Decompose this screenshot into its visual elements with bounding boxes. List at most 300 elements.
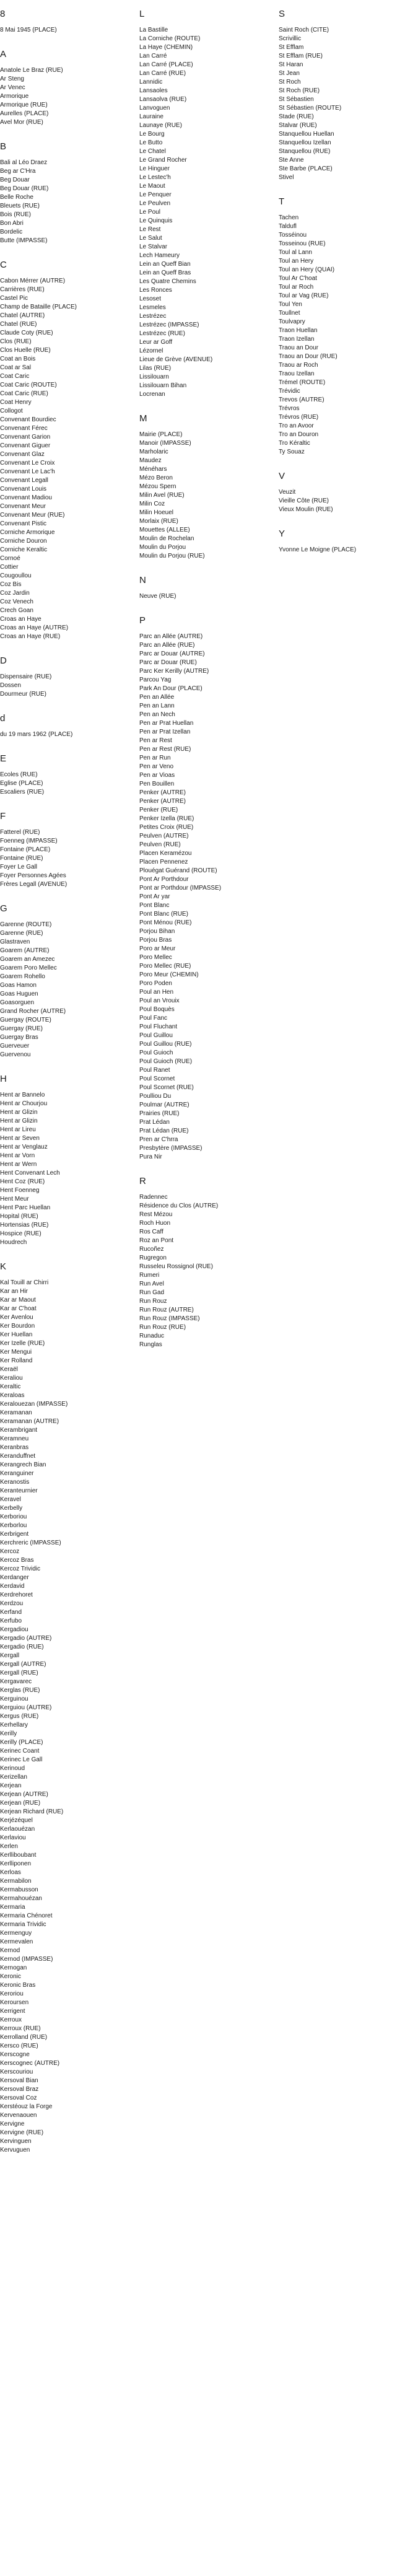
street-name: Yvonne Le Moigne (PLACE) xyxy=(279,546,357,553)
street-name: Pont Ar yar xyxy=(139,893,170,900)
street-name: Milin Coz xyxy=(139,501,165,507)
street-name: Kerinec Coant xyxy=(0,1748,40,1755)
section-letter-heading: V xyxy=(279,471,285,481)
street-name: Le Lestec'h xyxy=(139,174,171,181)
street-name: Parc an Allée (RUE) xyxy=(139,642,195,649)
street-name: Le Maout xyxy=(139,183,165,190)
street-name: Lilas (RUE) xyxy=(139,365,172,372)
street-name: Vieux Moulin (RUE) xyxy=(279,506,333,513)
street-name: Tro Kéraltic xyxy=(279,440,310,447)
street-name: Kercoz xyxy=(0,1548,20,1555)
street-name: Convenant Legall xyxy=(0,477,48,484)
section-letter-heading: G xyxy=(0,903,7,914)
street-name: Kerglas (RUE) xyxy=(0,1687,40,1694)
street-name: Park An Dour (PLACE) xyxy=(139,685,202,692)
street-name: Corniche Douron xyxy=(0,538,47,545)
street-name: Kerinoud xyxy=(0,1765,25,1772)
street-list xyxy=(279,488,406,514)
street-name: Pen an Allée xyxy=(139,694,175,701)
street-name: Bois (RUE) xyxy=(0,211,32,218)
street-name: Kermabusson xyxy=(0,1886,38,1893)
street-name: Poul Scornet xyxy=(139,1076,175,1082)
street-name: Poul Guillou (RUE) xyxy=(139,1041,192,1048)
street-name: Pen ar Prat Izellan xyxy=(139,729,191,735)
street-name: Pont Blanc (RUE) xyxy=(139,911,188,918)
street-name: Kernod (IMPASSE) xyxy=(0,1956,53,1963)
street-name: Tachen xyxy=(279,214,299,221)
street-name: Rucoñez xyxy=(139,1246,164,1253)
street-name: Corniche Keraltic xyxy=(0,546,48,553)
street-name: Toul Ar C'hoat xyxy=(279,275,317,282)
street-name: Hent Meur xyxy=(0,1196,29,1203)
street-name: Kernogan xyxy=(0,1965,27,1971)
street-name: Convenant Pistic xyxy=(0,520,47,527)
street-name: Kerdzou xyxy=(0,1600,24,1607)
street-name: Poulmar (AUTRE) xyxy=(139,1102,189,1108)
street-name: Convenant Meur (RUE) xyxy=(0,512,65,519)
street-name: Croas an Haye (RUE) xyxy=(0,633,61,640)
street-name: Lestrézec xyxy=(139,313,167,320)
street-list xyxy=(0,1091,127,1247)
street-name: Kervigne xyxy=(0,2121,25,2127)
street-name: Coat Caric (RUE) xyxy=(0,390,48,397)
street-name: Kermaria Trividic xyxy=(0,1921,46,1928)
street-name: Pura Nir xyxy=(139,1154,162,1160)
street-name: Goas Hamon xyxy=(0,982,37,989)
section-letter-heading: D xyxy=(0,655,7,666)
street-name: Kerjean (RUE) xyxy=(0,1800,41,1807)
street-name: Kerscognec (AUTRE) xyxy=(0,2060,60,2067)
street-name: Runaduc xyxy=(139,1333,165,1339)
street-name: Milin Hoeuel xyxy=(139,509,174,516)
street-name: Cottier xyxy=(0,564,19,571)
street-name: Le Rest xyxy=(139,226,161,233)
street-name: St Roch xyxy=(279,79,301,85)
street-name: Convenant Le Lac'h xyxy=(0,468,55,475)
street-name: Traon Izellan xyxy=(279,336,315,343)
street-name: Kerizellan xyxy=(0,1774,27,1781)
section-letter-heading: F xyxy=(0,811,6,821)
street-name: Kerrigent xyxy=(0,2008,25,2015)
street-name: Ar Venec xyxy=(0,84,25,91)
street-name: Keraliou xyxy=(0,1375,23,1382)
street-name: Pont Ar Porthdour xyxy=(139,876,189,883)
street-name: Lan Carré (RUE) xyxy=(139,70,186,77)
street-name: Kar an Hir xyxy=(0,1288,28,1295)
street-name: Pen ar Vioas xyxy=(139,772,175,779)
street-name: Poulliou Du xyxy=(139,1093,172,1100)
street-name: Plouégat Guérand (ROUTE) xyxy=(139,867,217,874)
street-name: Ménéhars xyxy=(139,466,167,473)
street-name: Pen an Nech xyxy=(139,711,175,718)
street-name: Coz Bis xyxy=(0,581,22,588)
street-name: Manoir (IMPASSE) xyxy=(139,440,191,447)
street-list xyxy=(0,277,127,641)
street-name: Poul Guillou xyxy=(139,1032,173,1039)
street-name: Kerbelly xyxy=(0,1505,23,1512)
street-name: Lein an Queff Bian xyxy=(139,261,191,268)
street-name: Hent Coz (RUE) xyxy=(0,1178,45,1185)
street-name: Kernod xyxy=(0,1947,20,1954)
street-name: Prat Lédan (RUE) xyxy=(139,1128,189,1134)
street-name: Kergadiou xyxy=(0,1626,28,1633)
street-name: Toul Yen xyxy=(279,301,302,308)
street-name: Peulven (AUTRE) xyxy=(139,833,189,839)
street-name: Lauraine xyxy=(139,113,163,120)
street-name: Bleuets (RUE) xyxy=(0,203,40,209)
street-name: Le Grand Rocher xyxy=(139,157,187,164)
street-name: Penker (AUTRE) xyxy=(139,789,186,796)
section-letter-heading: B xyxy=(0,141,7,152)
street-name: Marholaric xyxy=(139,449,168,455)
street-name: Convenant Férec xyxy=(0,425,48,432)
street-name: Pen Bouillen xyxy=(139,781,175,787)
street-name: Hent ar Glizin xyxy=(0,1118,38,1124)
street-name: Keravel xyxy=(0,1496,21,1503)
street-name: Hent ar Vorn xyxy=(0,1152,35,1159)
street-name: Hortensias (RUE) xyxy=(0,1222,49,1229)
street-name: Lesoset xyxy=(139,296,162,302)
street-name: Stanquellou Huellan xyxy=(279,131,334,138)
street-name: Poul Fanc xyxy=(139,1015,168,1022)
street-name: Kermabilon xyxy=(0,1878,32,1885)
street-name: Hent ar Glizin xyxy=(0,1109,38,1116)
street-name: Poul Guioch xyxy=(139,1049,173,1056)
letter-section xyxy=(0,903,127,1059)
street-name: Hent Parc Huellan xyxy=(0,1204,51,1211)
street-name: Hent ar Bannelo xyxy=(0,1092,45,1098)
section-letter-heading: M xyxy=(139,413,147,424)
street-name: Keraltic xyxy=(0,1383,21,1390)
street-list xyxy=(0,828,127,889)
street-name: Pont ar Porthdour (IMPASSE) xyxy=(139,885,222,892)
street-name: Parc ar Douar (AUTRE) xyxy=(139,651,205,657)
street-name: Poro Poden xyxy=(139,980,172,987)
letter-section xyxy=(279,528,406,554)
street-list xyxy=(139,592,266,601)
street-name: Crech Goan xyxy=(0,607,33,614)
letter-section xyxy=(139,413,266,561)
street-name: St Sébastien (ROUTE) xyxy=(279,105,342,112)
street-name: Penker Izella (RUE) xyxy=(139,815,194,822)
street-name: Coat ar Sal xyxy=(0,364,32,371)
street-list xyxy=(0,921,127,1059)
street-name: Chatel (AUTRE) xyxy=(0,312,45,319)
street-name: Ecoles (RUE) xyxy=(0,771,38,778)
street-name: Champ de Bataille (PLACE) xyxy=(0,304,77,310)
street-name: Guergay (ROUTE) xyxy=(0,1017,51,1023)
street-name: Pen ar Rest xyxy=(139,737,172,744)
street-name: Mézou Spern xyxy=(139,483,176,490)
street-name: Hent Convenant Lech xyxy=(0,1170,60,1176)
street-name: Fontaine (RUE) xyxy=(0,855,43,862)
street-name: Traon Huellan xyxy=(279,327,318,334)
street-name: Milin Avel (RUE) xyxy=(139,492,185,499)
street-name: Porjou Bihan xyxy=(139,928,175,935)
street-name: Garenne (RUE) xyxy=(0,930,43,937)
street-name: Goas Huguen xyxy=(0,991,38,997)
street-name: Bon Abri xyxy=(0,220,24,227)
street-name: Kerbrigent xyxy=(0,1531,29,1538)
street-name: Le Chatel xyxy=(139,148,166,155)
street-name: Le Poul xyxy=(139,209,160,216)
street-name: Kerstéouz la Forge xyxy=(0,2103,53,2110)
street-name: Kergall (AUTRE) xyxy=(0,1661,46,1668)
street-name: Lesmeles xyxy=(139,304,166,311)
street-name: Lan Carré (PLACE) xyxy=(139,61,193,68)
street-name: Butte (IMPASSE) xyxy=(0,237,48,244)
street-name: Kervuguen xyxy=(0,2147,30,2153)
street-name: Lech Hameury xyxy=(139,252,180,259)
street-name: Kerjean Richard (RUE) xyxy=(0,1808,64,1815)
street-name: Goarem an Amezec xyxy=(0,956,55,963)
street-name: Le Salut xyxy=(139,235,162,242)
street-name: La Corniche (ROUTE) xyxy=(139,35,201,42)
street-name: Armorique (RUE) xyxy=(0,102,48,108)
street-name: Bordelic xyxy=(0,229,23,235)
street-name: Belle Roche xyxy=(0,194,33,201)
street-name: Kerfand xyxy=(0,1609,22,1616)
street-name: Kermenguy xyxy=(0,1930,32,1937)
street-name: Kerfubo xyxy=(0,1618,22,1624)
street-name: Hopital (RUE) xyxy=(0,1213,38,1220)
street-name: 8 Mai 1945 (PLACE) xyxy=(0,27,57,33)
street-name: Poul an Hen xyxy=(139,989,174,996)
street-name: Avel Mor (RUE) xyxy=(0,119,43,126)
street-name: Keranostis xyxy=(0,1479,30,1486)
street-name: Convenant Meur xyxy=(0,503,46,510)
street-name: Kermaria Chénoret xyxy=(0,1912,53,1919)
street-name: Kergall xyxy=(0,1652,20,1659)
street-name: Keramneu xyxy=(0,1435,29,1442)
street-name: Toul an Hery (QUAI) xyxy=(279,266,335,273)
street-list xyxy=(279,546,406,554)
street-name: Convenant Garion xyxy=(0,434,51,440)
street-name: Kerjézéquel xyxy=(0,1817,33,1824)
street-name: Peulven (RUE) xyxy=(139,841,181,848)
street-name: Lein an Queff Bras xyxy=(139,269,191,276)
street-name: Placen Pennenez xyxy=(139,859,188,865)
street-name: Ker Huellan xyxy=(0,1331,33,1338)
street-name: Lézornel xyxy=(139,348,163,354)
street-name: Guergay Bras xyxy=(0,1034,38,1041)
street-name: Foenneg (IMPASSE) xyxy=(0,838,58,844)
street-name: Pen an Lann xyxy=(139,703,175,709)
street-name: Beg Douar (RUE) xyxy=(0,185,49,192)
street-list xyxy=(139,431,266,561)
street-name: Tro an Avoor xyxy=(279,423,314,429)
street-name: Ar Steng xyxy=(0,76,24,82)
street-name: Ste Barbe (PLACE) xyxy=(279,165,333,172)
street-name: Toul ar Roch xyxy=(279,284,314,291)
street-name: Parc Ker Kerilly (AUTRE) xyxy=(139,668,209,675)
street-name: Clos (RUE) xyxy=(0,338,32,345)
street-name: Ker Rolland xyxy=(0,1357,33,1364)
street-name: Poul Guioch (RUE) xyxy=(139,1058,193,1065)
street-name: Glastraven xyxy=(0,939,30,945)
street-name: Roch Huon xyxy=(139,1220,171,1227)
street-name: Lissilouarn xyxy=(139,374,169,380)
street-name: Toul ar Vag (RUE) xyxy=(279,292,329,299)
section-letter-heading: A xyxy=(0,49,7,59)
street-name: Hent ar Seven xyxy=(0,1135,40,1142)
section-letter-heading: 8 xyxy=(0,9,6,19)
street-name: Mézo Beron xyxy=(139,475,173,481)
street-name: Croas an Haye (AUTRE) xyxy=(0,624,69,631)
street-name: Bali al Léo Draez xyxy=(0,159,48,166)
street-name: Kerdavid xyxy=(0,1583,25,1590)
street-name: Mairie (PLACE) xyxy=(139,431,183,438)
street-list xyxy=(139,1193,266,1349)
street-name: Keroriou xyxy=(0,1991,24,1997)
street-list xyxy=(0,771,127,797)
street-name: Veuzit xyxy=(279,489,296,496)
street-name: Guergay (RUE) xyxy=(0,1025,43,1032)
street-name: Vieille Côte (RUE) xyxy=(279,497,329,504)
street-name: Le Stalvar xyxy=(139,243,168,250)
street-name: Foyer Le Gall xyxy=(0,864,38,870)
street-name: Prairies (RUE) xyxy=(139,1110,180,1117)
street-name: Kercoz Bras xyxy=(0,1557,34,1564)
letter-section xyxy=(0,1261,127,2155)
street-name: Guerveuer xyxy=(0,1043,30,1049)
street-name: Run Rouz (IMPASSE) xyxy=(139,1315,200,1322)
street-name: Trevos (AUTRE) xyxy=(279,396,324,403)
street-name: Lansaolva (RUE) xyxy=(139,96,187,103)
street-name: Kerscogne xyxy=(0,2051,30,2058)
street-name: Hospice (RUE) xyxy=(0,1230,41,1237)
street-name: Cornoé xyxy=(0,555,20,562)
street-name: Kersoval Coz xyxy=(0,2095,37,2101)
letter-section xyxy=(139,615,266,1162)
letter-section xyxy=(0,655,127,699)
street-name: Run Rouz xyxy=(139,1298,167,1305)
street-name: Claude Coty (RUE) xyxy=(0,330,53,336)
letter-section xyxy=(0,713,127,739)
street-name: Les Quatre Chemins xyxy=(139,278,196,285)
street-name: Radennec xyxy=(139,1194,168,1201)
street-name: Grand Rocher (AUTRE) xyxy=(0,1008,66,1015)
street-name: Rest Mézou xyxy=(139,1211,173,1218)
street-name: Trémel (ROUTE) xyxy=(279,379,326,386)
street-name: Kergadio (RUE) xyxy=(0,1644,44,1650)
street-name: Neuve (RUE) xyxy=(139,593,176,600)
street-name: Traou an Dour (RUE) xyxy=(279,353,337,360)
street-name: Lansaoles xyxy=(139,87,168,94)
section-letter-heading: N xyxy=(139,575,146,585)
street-name: Houdrech xyxy=(0,1239,27,1246)
street-name: Traou Izellan xyxy=(279,370,315,377)
street-list xyxy=(0,26,127,35)
section-letter-heading: d xyxy=(0,713,6,724)
street-name: Fatterel (RUE) xyxy=(0,829,40,836)
letter-section xyxy=(0,753,127,797)
street-name: Hent ar Venglauz xyxy=(0,1144,48,1150)
street-name: Ker Mengui xyxy=(0,1349,32,1356)
street-name: Kerhellary xyxy=(0,1722,28,1728)
street-name: Moulin de Rochelan xyxy=(139,535,194,542)
street-name: Placen Keramézou xyxy=(139,850,192,857)
street-list xyxy=(0,1279,127,2155)
street-name: Kersco (RUE) xyxy=(0,2043,38,2049)
section-letter-heading: K xyxy=(0,1261,7,1272)
street-name: Keramanan (AUTRE) xyxy=(0,1418,59,1425)
street-name: Kersoval Braz xyxy=(0,2086,39,2093)
street-name: Convenant Madiou xyxy=(0,494,52,501)
street-name: Kerlaouézan xyxy=(0,1826,35,1833)
street-name: Lestrézec (RUE) xyxy=(139,330,185,337)
street-name: Keramanan xyxy=(0,1409,32,1416)
street-name: Kerdanger xyxy=(0,1574,29,1581)
street-name: Le Hinguer xyxy=(139,165,170,172)
street-name: Poul Boquès xyxy=(139,1006,175,1013)
street-name: Kerrolland (RUE) xyxy=(0,2034,48,2041)
street-name: Kermahouézan xyxy=(0,1895,42,1902)
street-name: Pen ar Prat Huellan xyxy=(139,720,194,727)
street-name: Kergavarec xyxy=(0,1678,32,1685)
letter-section xyxy=(0,260,127,641)
street-name: Dossen xyxy=(0,682,21,689)
street-name: Ker Avenlou xyxy=(0,1314,33,1321)
street-name: Keronic xyxy=(0,1973,21,1980)
street-name: Keralouezan (IMPASSE) xyxy=(0,1401,68,1408)
street-name: Morlaix (RUE) xyxy=(139,518,178,525)
street-name: Corniche Armorique xyxy=(0,529,55,536)
letter-section xyxy=(139,1176,266,1349)
street-name: Kerroux (RUE) xyxy=(0,2025,41,2032)
street-name: Poro Meur (CHEMIN) xyxy=(139,971,199,978)
street-name: Ros Caff xyxy=(139,1229,163,1235)
letter-section xyxy=(0,1074,127,1247)
street-name: Ker Izelle (RUE) xyxy=(0,1340,45,1347)
street-name: Poul Fluchant xyxy=(139,1023,178,1030)
street-name: Run Avel xyxy=(139,1281,164,1287)
street-name: St Efflam (RUE) xyxy=(279,53,323,59)
street-name: Ste Anne xyxy=(279,157,304,164)
street-name: Maudez xyxy=(139,457,162,464)
letter-section xyxy=(139,575,266,601)
street-name: Tosséinou xyxy=(279,232,307,239)
street-name: Kerguinou xyxy=(0,1696,28,1702)
street-name: Armorique xyxy=(0,93,29,100)
letter-section xyxy=(0,49,127,127)
street-name: Lannidic xyxy=(139,79,163,85)
street-name: Kervinguen xyxy=(0,2138,32,2145)
street-name: Lissilouarn Bihan xyxy=(139,382,187,389)
street-name: Convenant Louis xyxy=(0,486,47,493)
street-name: Hent ar Chourjou xyxy=(0,1100,48,1107)
street-name: Poul Scornet (RUE) xyxy=(139,1084,194,1091)
street-name: Kergadio (AUTRE) xyxy=(0,1635,52,1642)
street-name: Le Bourg xyxy=(139,131,165,138)
street-name: Kerlen xyxy=(0,1843,18,1850)
street-name: Hent ar Lireu xyxy=(0,1126,36,1133)
street-name: Kerlliponen xyxy=(0,1860,32,1867)
street-name: Anatole Le Braz (RUE) xyxy=(0,67,63,74)
street-name: Launaye (RUE) xyxy=(139,122,182,129)
street-name: Lanvoguen xyxy=(139,105,170,112)
letter-section xyxy=(0,9,127,35)
street-name: Kermevalen xyxy=(0,1939,33,1945)
street-name: Kerloas xyxy=(0,1869,21,1876)
street-name: Toullnet xyxy=(279,310,300,317)
street-name: Les Ronces xyxy=(139,287,172,294)
street-name: Trévros (RUE) xyxy=(279,414,319,421)
street-name: Stanquellou (RUE) xyxy=(279,148,331,155)
street-name: Poro Mellec (RUE) xyxy=(139,963,191,970)
street-name: Kar ar C'hoat xyxy=(0,1305,37,1312)
street-name: La Haye (CHEMIN) xyxy=(139,44,193,51)
